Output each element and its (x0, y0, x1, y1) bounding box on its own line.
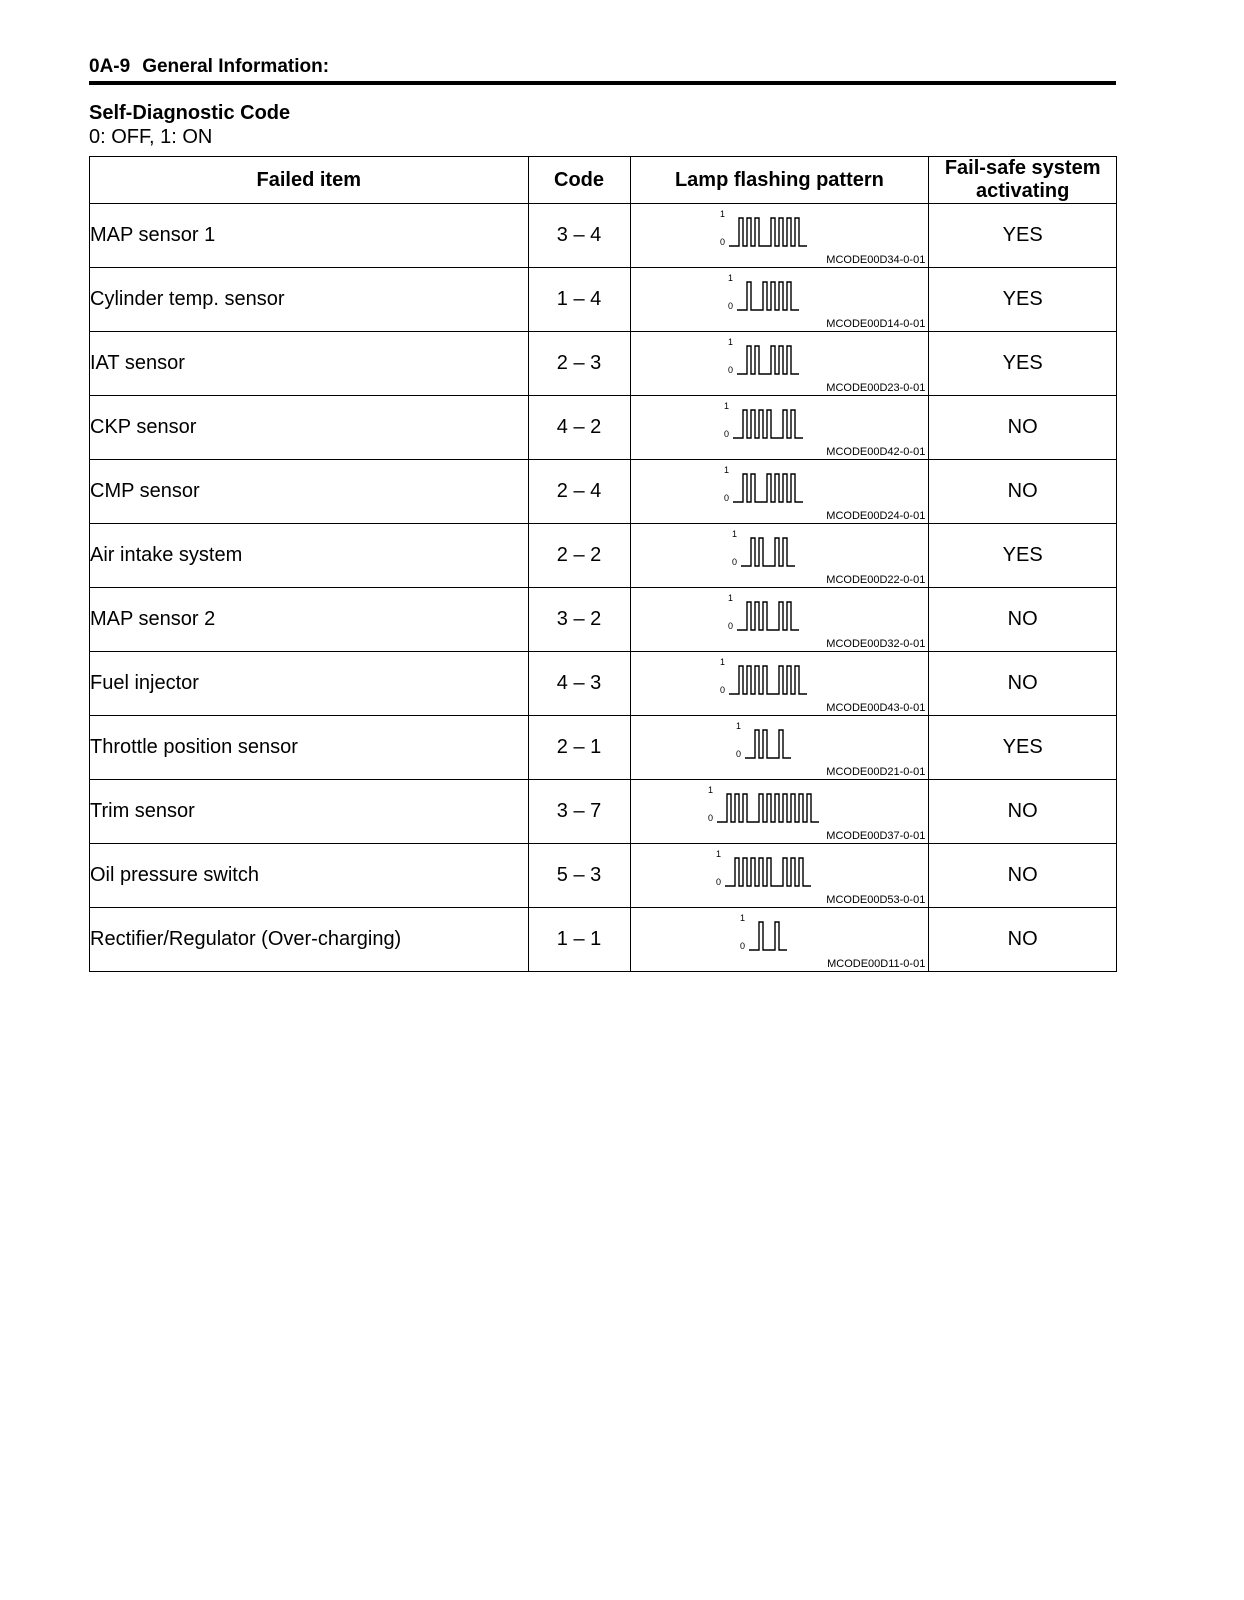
col-header-failsafe: Fail-safe system activating (929, 157, 1117, 204)
failsafe-cell: NO (929, 396, 1117, 460)
failsafe-cell: YES (929, 332, 1117, 396)
axis-label-off: 0 (727, 621, 733, 631)
lamp-pattern-cell (630, 460, 929, 524)
flash-pulse-trace (737, 282, 799, 310)
flash-pattern-waveform (720, 656, 816, 698)
flash-pulse-trace (737, 602, 799, 630)
table-row (90, 268, 1117, 332)
axis-label-off: 0 (719, 685, 725, 695)
flash-pattern-waveform (716, 848, 820, 890)
flash-pulse-trace (729, 218, 807, 246)
section-title-header: General Information: (142, 56, 330, 77)
table-header-row (90, 157, 1117, 204)
table-row (90, 396, 1117, 460)
axis-label-off: 0 (723, 429, 729, 439)
figure-id-label: MCODE00D37-0-01 (826, 830, 926, 842)
table-row (90, 588, 1117, 652)
lamp-pattern-cell (630, 588, 929, 652)
failed-item-cell: CMP sensor (90, 460, 529, 524)
lamp-pattern-cell (630, 908, 929, 972)
lamp-pattern-cell (630, 332, 929, 396)
axis-label-on: 1 (731, 529, 737, 539)
figure-id-label: MCODE00D53-0-01 (826, 894, 926, 906)
flash-pattern-waveform (728, 592, 808, 634)
lamp-pattern-cell (630, 204, 929, 268)
table-row (90, 204, 1117, 268)
axis-label-on: 1 (735, 721, 741, 731)
code-cell: 2 – 2 (528, 524, 630, 588)
figure-id-label: MCODE00D32-0-01 (826, 638, 926, 650)
lamp-pattern-cell (630, 716, 929, 780)
failed-item-cell: Air intake system (90, 524, 529, 588)
axis-label-on: 1 (727, 273, 733, 283)
table-row (90, 524, 1117, 588)
figure-id-label: MCODE00D23-0-01 (826, 382, 926, 394)
failed-item-cell: Rectifier/Regulator (Over-charging) (90, 908, 529, 972)
flash-pattern-waveform (724, 400, 812, 442)
failed-item-cell: Fuel injector (90, 652, 529, 716)
table-row (90, 716, 1117, 780)
table-row (90, 908, 1117, 972)
section-title: Self-Diagnostic Code (89, 102, 291, 124)
table-body (90, 204, 1117, 972)
failsafe-cell: YES (929, 716, 1117, 780)
code-cell: 3 – 7 (528, 780, 630, 844)
flash-pulse-trace (741, 538, 795, 566)
flash-pulse-trace (733, 474, 803, 502)
col-header-failed-item: Failed item (90, 157, 529, 204)
on-off-legend: 0: OFF, 1: ON (89, 126, 213, 148)
flash-pulse-trace (749, 922, 787, 950)
axis-label-off: 0 (727, 365, 733, 375)
code-cell: 2 – 1 (528, 716, 630, 780)
failsafe-cell: YES (929, 524, 1117, 588)
failed-item-cell: MAP sensor 2 (90, 588, 529, 652)
table-row (90, 652, 1117, 716)
failsafe-cell: NO (929, 908, 1117, 972)
flash-pattern-waveform (720, 208, 816, 250)
lamp-pattern-cell (630, 844, 929, 908)
axis-label-on: 1 (739, 913, 745, 923)
failsafe-cell: NO (929, 460, 1117, 524)
axis-label-off: 0 (707, 813, 713, 823)
flash-pulse-trace (737, 346, 799, 374)
figure-id-label: MCODE00D42-0-01 (826, 446, 926, 458)
figure-id-label: MCODE00D43-0-01 (826, 702, 926, 714)
axis-label-off: 0 (731, 557, 737, 567)
flash-pulse-trace (717, 794, 819, 822)
axis-label-on: 1 (727, 337, 733, 347)
flash-pattern-waveform (732, 528, 804, 570)
axis-label-on: 1 (719, 657, 725, 667)
code-cell: 1 – 1 (528, 908, 630, 972)
code-cell: 3 – 4 (528, 204, 630, 268)
col-header-code: Code (528, 157, 630, 204)
failsafe-cell: NO (929, 780, 1117, 844)
table-row (90, 460, 1117, 524)
axis-label-on: 1 (719, 209, 725, 219)
code-cell: 2 – 3 (528, 332, 630, 396)
lamp-pattern-cell (630, 524, 929, 588)
col-header-lamp-pattern: Lamp flashing pattern (630, 157, 929, 204)
failed-item-cell: Cylinder temp. sensor (90, 268, 529, 332)
lamp-pattern-cell (630, 652, 929, 716)
flash-pulse-trace (745, 730, 791, 758)
flash-pattern-waveform (728, 336, 808, 378)
code-cell: 2 – 4 (528, 460, 630, 524)
code-cell: 3 – 2 (528, 588, 630, 652)
flash-pattern-waveform (736, 720, 800, 762)
flash-pulse-trace (733, 410, 803, 438)
axis-label-on: 1 (723, 465, 729, 475)
axis-label-off: 0 (727, 301, 733, 311)
axis-label-off: 0 (739, 941, 745, 951)
axis-label-on: 1 (723, 401, 729, 411)
figure-id-label: MCODE00D34-0-01 (826, 254, 926, 266)
flash-pattern-waveform (708, 784, 828, 826)
flash-pattern-waveform (724, 464, 812, 506)
axis-label-off: 0 (715, 877, 721, 887)
failed-item-cell: CKP sensor (90, 396, 529, 460)
axis-label-on: 1 (707, 785, 713, 795)
axis-label-on: 1 (727, 593, 733, 603)
lamp-pattern-cell (630, 780, 929, 844)
axis-label-on: 1 (715, 849, 721, 859)
table-row (90, 780, 1117, 844)
axis-label-off: 0 (735, 749, 741, 759)
failed-item-cell: Throttle position sensor (90, 716, 529, 780)
figure-id-label: MCODE00D22-0-01 (826, 574, 926, 586)
diagnostic-code-table (89, 156, 1117, 972)
code-cell: 1 – 4 (528, 268, 630, 332)
code-cell: 4 – 2 (528, 396, 630, 460)
table-row (90, 332, 1117, 396)
page-header (89, 56, 1116, 86)
header-rule (89, 81, 1116, 85)
flash-pulse-trace (729, 666, 807, 694)
flash-pattern-waveform (740, 912, 796, 954)
failsafe-cell: NO (929, 844, 1117, 908)
failed-item-cell: IAT sensor (90, 332, 529, 396)
table-row (90, 844, 1117, 908)
figure-id-label: MCODE00D11-0-01 (827, 958, 926, 970)
figure-id-label: MCODE00D14-0-01 (826, 318, 926, 330)
code-cell: 4 – 3 (528, 652, 630, 716)
page-number: 0A-9 (89, 56, 131, 77)
axis-label-off: 0 (723, 493, 729, 503)
figure-id-label: MCODE00D21-0-01 (826, 766, 926, 778)
failsafe-cell: NO (929, 652, 1117, 716)
failsafe-cell: NO (929, 588, 1117, 652)
failsafe-cell: YES (929, 204, 1117, 268)
failed-item-cell: Trim sensor (90, 780, 529, 844)
flash-pulse-trace (725, 858, 811, 886)
flash-pattern-waveform (728, 272, 808, 314)
failed-item-cell: MAP sensor 1 (90, 204, 529, 268)
axis-label-off: 0 (719, 237, 725, 247)
figure-id-label: MCODE00D24-0-01 (826, 510, 926, 522)
lamp-pattern-cell (630, 268, 929, 332)
failsafe-cell: YES (929, 268, 1117, 332)
code-cell: 5 – 3 (528, 844, 630, 908)
failed-item-cell: Oil pressure switch (90, 844, 529, 908)
lamp-pattern-cell (630, 396, 929, 460)
